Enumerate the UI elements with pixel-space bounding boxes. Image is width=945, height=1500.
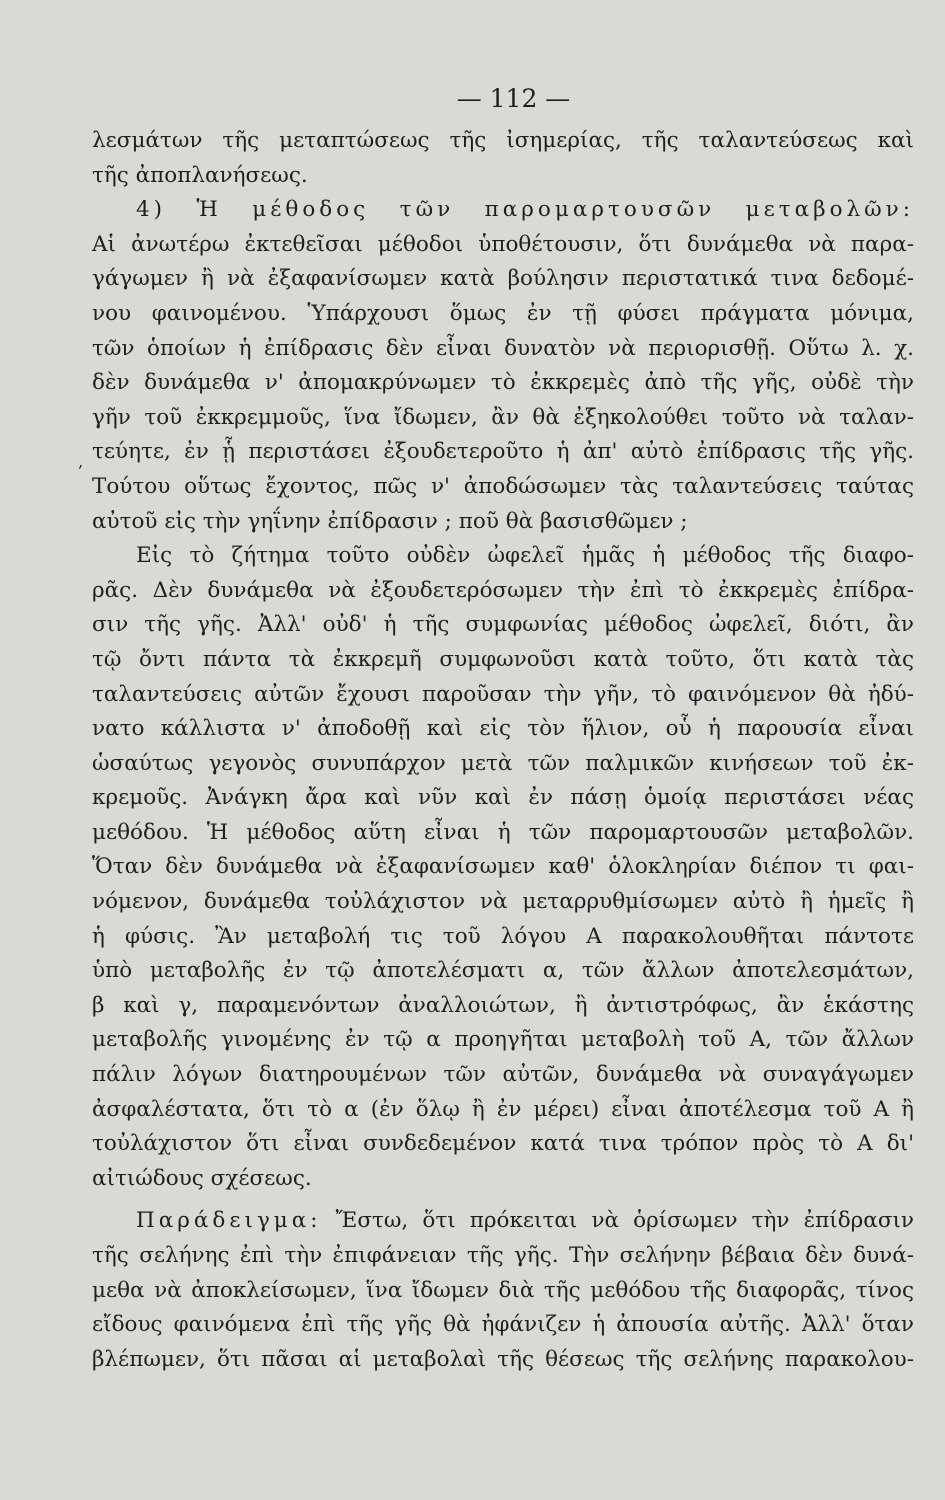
text-line: ἀσφαλέστατα, ὅτι τὸ α (ἐν ὅλῳ ἢ ἐν μέρει) εἶναι ἀποτέλεσμα τοῦ Α ἢ	[92, 1096, 914, 1122]
text-line: τῶν ὁποίων ἡ ἐπίδρασις δὲν εἶναι δυνατὸν νὰ περιορισθῇ. Οὕτω λ. χ.	[92, 335, 914, 361]
text-line: ἡ φύσις. Ἂν μεταβολή τις τοῦ λόγου Α παρακολουθῆται πάντοτε	[92, 923, 914, 949]
text-line: σιν τῆς γῆς. Ἀλλ' οὐδ' ἡ τῆς συμφωνίας μέθοδος ὠφελεῖ, διότι, ἂν	[92, 612, 914, 638]
text-line: νου φαινομένου. Ὑπάρχουσι ὅμως ἐν τῇ φύσει πράγματα μόνιμα,	[92, 300, 914, 326]
margin-mark: ‚	[78, 452, 84, 471]
text-line: τοὐλάχιστον ὅτι εἶναι συνδεδεμένον κατά τινα τρόπον πρὸς τὸ Α δι'	[92, 1131, 914, 1157]
page-text	[92, 124, 914, 1377]
text-line: νατο κάλλιστα ν' ἀποδοθῇ καὶ εἰς τὸν ἥλιον, οὗ ἡ παρουσία εἶναι	[92, 716, 914, 742]
text-line: μεθόδου. Ἡ μέθοδος αὕτη εἶναι ἡ τῶν παρομαρτουσῶν μεταβολῶν.	[92, 819, 914, 845]
text-line: δὲν δυνάμεθα ν' ἀπομακρύνωμεν τὸ ἐκκρεμὲς ἀπὸ τῆς γῆς, οὐδὲ τὴν	[92, 370, 914, 396]
text-line: ρᾶς. Δὲν δυνάμεθα νὰ ἐξουδετερόσωμεν τὴν ἐπὶ τὸ ἐκκρεμὲς ἐπίδρα-	[92, 577, 914, 603]
text-line: ὑπὸ μεταβολῆς ἐν τῷ ἀποτελέσματι α, τῶν ἄλλων ἀποτελεσμάτων,	[92, 958, 914, 984]
example-heading: Παράδειγμα:	[136, 1208, 322, 1234]
example-line	[92, 1204, 914, 1239]
text-line: βλέπωμεν, ὅτι πᾶσαι αἱ μεταβολαὶ τῆς θέσεως τῆς σελήνης παρακολου-	[92, 1346, 914, 1372]
text-line: τῆς ἀποπλανήσεως.	[92, 162, 308, 188]
text-line: τεύητε, ἐν ᾗ περιστάσει ἐξουδετεροῦτο ἡ ἀπ' αὐτὸ ἐπίδρασις τῆς γῆς.	[92, 439, 914, 465]
text-line: ταλαντεύσεις αὐτῶν ἔχουσι παροῦσαν τὴν γῆν, τὸ φαινόμενον θὰ ἠδύ-	[92, 681, 914, 707]
text-line: ὡσαύτως γεγονὸς συνυπάρχον μετὰ τῶν παλμικῶν κινήσεων τοῦ ἐκ-	[92, 750, 914, 776]
text-line: Εἰς τὸ ζήτημα τοῦτο οὐδὲν ὠφελεῖ ἡμᾶς ἡ μέθοδος τῆς διαφο-	[136, 543, 914, 569]
text-line: β καὶ γ, παραμενόντων ἀναλλοιώτων, ἢ ἀντιστρόφως, ἂν ἑκάστης	[92, 992, 914, 1018]
page-number: — 112 —	[456, 84, 571, 113]
text-line: Αἱ ἀνωτέρω ἐκτεθεῖσαι μέθοδοι ὑποθέτουσιν, ὅτι δυνάμεθα νὰ παρα-	[92, 231, 914, 257]
text-line: γάγωμεν ἢ νὰ ἐξαφανίσωμεν κατὰ βούλησιν περιστατικά τινα δεδομέ-	[92, 266, 914, 292]
text-fragment: Ἔστω, ὅτι πρόκειται νὰ ὁρίσωμεν τὴν ἐπίδρασιν	[335, 1208, 914, 1234]
text-line: εἴδους φαινόμενα ἐπὶ τῆς γῆς θὰ ἠφάνιζεν ἡ ἀπουσία αὐτῆς. Ἀλλ' ὅταν	[92, 1312, 914, 1338]
text-line: μεθα νὰ ἀποκλείσωμεν, ἵνα ἴδωμεν διὰ τῆς μεθόδου τῆς διαφορᾶς, τίνος	[92, 1277, 914, 1303]
text-line: γῆν τοῦ ἐκκρεμμοῦς, ἵνα ἴδωμεν, ἂν θὰ ἐξηκολούθει τοῦτο νὰ ταλαν-	[92, 404, 914, 430]
text-line: λεσμάτων τῆς μεταπτώσεως τῆς ἰσημερίας, τῆς ταλαντεύσεως καὶ	[92, 128, 914, 153]
text-line: νόμενον, δυνάμεθα τοὐλάχιστον νὰ μεταρρυθμίσωμεν αὐτὸ ἢ ἡμεῖς ἢ	[92, 889, 914, 915]
text-line: τῷ ὄντι πάντα τὰ ἐκκρεμῆ συμφωνοῦσι κατὰ τοῦτο, ὅτι κατὰ τὰς	[92, 646, 914, 672]
section-heading: 4) Ἡ μέθοδος τῶν παρομαρτουσῶν μεταβολῶν:	[136, 197, 914, 223]
text-line: κρεμοῦς. Ἀνάγκη ἄρα καὶ νῦν καὶ ἐν πάσῃ ὁμοίᾳ περιστάσει νέας	[92, 785, 914, 811]
text-line: μεταβολῆς γινομένης ἐν τῷ α προηγῆται μεταβολὴ τοῦ Α, τῶν ἄλλων	[92, 1027, 914, 1053]
text-line: πάλιν λόγων διατηρουμένων τῶν αὐτῶν, δυνάμεθα νὰ συναγάγωμεν	[92, 1062, 914, 1088]
text-line: Ὅταν δὲν δυνάμεθα νὰ ἐξαφανίσωμεν καθ' ὁλοκληρίαν διέπον τι φαι-	[92, 854, 914, 880]
text-line: τῆς σελήνης ἐπὶ τὴν ἐπιφάνειαν τῆς γῆς. Τὴν σελήνην βέβαια δὲν δυνά-	[92, 1243, 914, 1268]
text-line: αἰτιώδους σχέσεως.	[92, 1165, 312, 1191]
text-line: Τούτου οὕτως ἔχοντος, πῶς ν' ἀποδώσωμεν τὰς ταλαντεύσεις ταύτας	[92, 473, 914, 499]
text-line: αὐτοῦ εἰς τὴν γηΐνην ἐπίδρασιν ; ποῦ θὰ βασισθῶμεν ;	[92, 508, 688, 534]
